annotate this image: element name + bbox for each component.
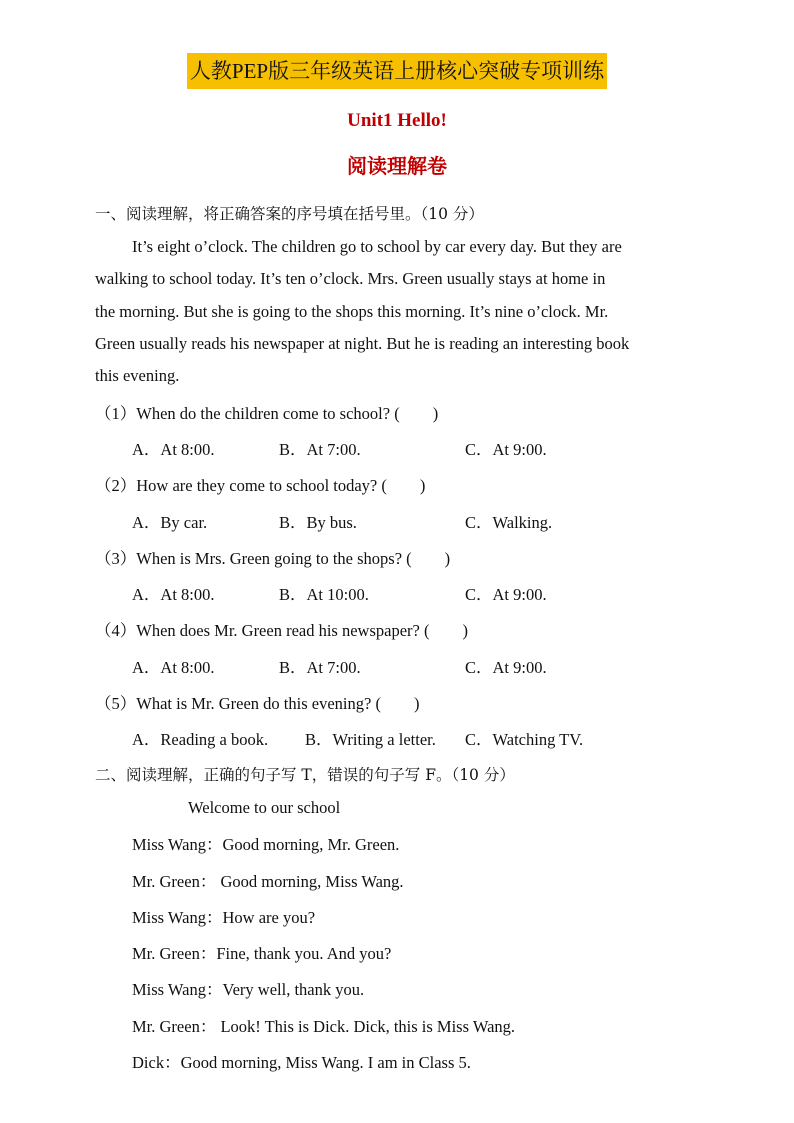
page-title: 人教PEP版三年级英语上册核心突破专项训练 <box>187 53 607 89</box>
question-5-option-a: A．Reading a book. <box>132 730 269 749</box>
question-4-option-b: B．At 7:00. <box>279 658 361 677</box>
question-4-option-a: A．At 8:00. <box>132 658 215 677</box>
question-4-option-c: C．At 9:00. <box>465 658 547 677</box>
question-3-option-a: A．At 8:00. <box>132 585 215 604</box>
passage-line: Green usually reads his newspaper at night. But he is reading an interesting book <box>95 334 630 353</box>
question-5-option-b: B．Writing a letter. <box>305 730 436 749</box>
passage-line: It’s eight o’clock. The children go to school by car every day. But they are <box>132 237 622 256</box>
passage-title: Welcome to our school <box>188 798 341 817</box>
dialogue-line: Mr. Green： Good morning, Miss Wang. <box>132 872 404 891</box>
question-1-option-b: B．At 7:00. <box>279 440 361 459</box>
question-2: （2）How are they come to school today? ( ) <box>95 476 426 495</box>
question-4: （4）When does Mr. Green read his newspaper? ( ) <box>95 621 468 640</box>
question-5-option-c: C．Watching TV. <box>465 730 584 749</box>
dialogue-line: Mr. Green：Fine, thank you. And you? <box>132 944 392 963</box>
worksheet-subtitle: 阅读理解卷 <box>347 154 447 178</box>
question-2-option-c: C．Walking. <box>465 513 553 532</box>
section1-heading: 一、阅读理解，将正确答案的序号填在括号里。（10 分） <box>95 205 484 223</box>
dialogue-line: Miss Wang：How are you? <box>132 908 316 927</box>
question-2-option-b: B．By bus. <box>279 513 357 532</box>
question-1-option-a: A．At 8:00. <box>132 440 215 459</box>
dialogue-line: Miss Wang：Good morning, Mr. Green. <box>132 835 400 854</box>
question-5: （5）What is Mr. Green do this evening? ( ) <box>95 694 420 713</box>
dialogue-line: Mr. Green： Look! This is Dick. Dick, this is Miss Wang. <box>132 1017 516 1036</box>
question-1: （1）When do the children come to school? ( ) <box>95 404 439 423</box>
unit-title: Unit1 Hello! <box>347 110 447 131</box>
passage-line: this evening. <box>95 366 180 385</box>
passage-line: walking to school today. It’s ten o’clock. Mrs. Green usually stays at home in <box>95 269 606 288</box>
question-1-option-c: C．At 9:00. <box>465 440 547 459</box>
question-2-option-a: A．By car. <box>132 513 208 532</box>
question-3-option-b: B．At 10:00. <box>279 585 369 604</box>
section2-heading: 二、阅读理解，正确的句子写 T，错误的句子写 F。（10 分） <box>95 766 515 784</box>
question-3-option-c: C．At 9:00. <box>465 585 547 604</box>
dialogue-line: Miss Wang：Very well, thank you. <box>132 980 365 999</box>
title-banner <box>0 53 794 89</box>
passage-line: the morning. But she is going to the shops this morning. It’s nine o’clock. Mr. <box>95 302 609 321</box>
question-3: （3）When is Mrs. Green going to the shops? ( ) <box>95 549 451 568</box>
dialogue-line: Dick：Good morning, Miss Wang. I am in Class 5. <box>132 1053 471 1072</box>
